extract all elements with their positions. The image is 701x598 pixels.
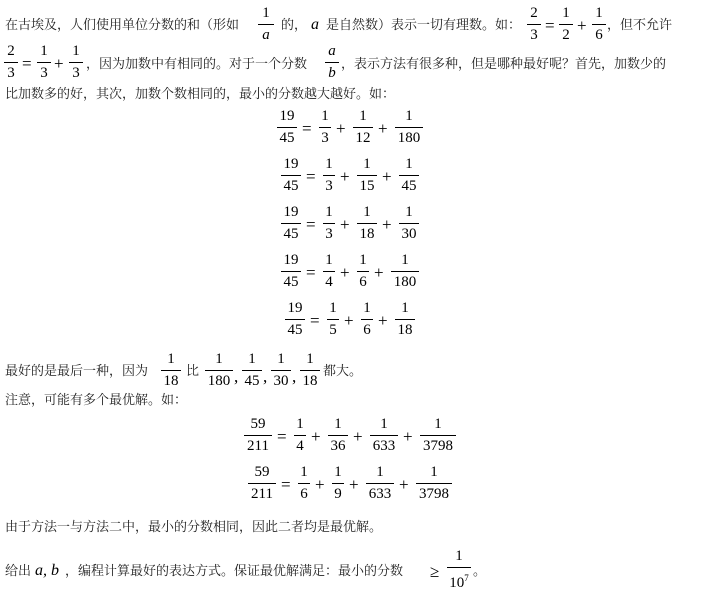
eq1-term: 1 3: [323, 205, 335, 242]
equals-sign: =: [22, 54, 32, 73]
equals-sign: =: [281, 475, 291, 494]
task-text-end: 。: [473, 564, 487, 579]
plus-sign: +: [378, 311, 388, 330]
plus-sign: +: [344, 311, 354, 330]
intro-line1-part3: 是自然数）表示一切有理数。如：: [326, 18, 522, 33]
eq1-term: 1 180: [391, 253, 419, 290]
eq1-term: 1 3: [323, 157, 335, 194]
bound-denominator-exponent: 7: [464, 573, 469, 583]
eq2-term: 1 36: [328, 417, 348, 454]
task-vars: a, b: [35, 562, 59, 579]
plus-sign: +: [382, 215, 392, 234]
eq1-term: 1 5: [327, 301, 339, 338]
compared-fraction: 1 30: [271, 352, 291, 389]
best-fraction: 1 18: [161, 352, 181, 389]
equals-sign: =: [277, 427, 287, 446]
plus-sign: +: [340, 263, 350, 282]
example-term-1: 1 2: [559, 6, 573, 43]
eq1-term: 1 180: [395, 109, 423, 146]
equals-sign: =: [306, 167, 316, 186]
eq1-term: 1 6: [361, 301, 373, 338]
bad-example-term-2: 1 3: [69, 44, 83, 81]
best-text-part2: 比: [186, 364, 200, 379]
intro-line1-part1: 在古埃及，人们使用单位分数的和（形如: [5, 18, 240, 33]
plus-sign: +: [340, 215, 350, 234]
eq1-term: 1 18: [357, 205, 377, 242]
eq1-lhs: 19 45: [285, 301, 305, 338]
plus-sign: +: [353, 427, 363, 446]
plus-sign: +: [378, 119, 388, 138]
eq1-term: 1 15: [357, 157, 377, 194]
eq1-lhs: 19 45: [281, 205, 301, 242]
plus-sign: +: [340, 167, 350, 186]
eq2-term: 1 633: [366, 465, 394, 502]
plus-sign: +: [399, 475, 409, 494]
intro-line1-part4: ，但不允许: [607, 18, 673, 33]
eq2-lhs: 59 211: [248, 465, 276, 502]
eq2-term: 1 3798: [416, 465, 452, 502]
eq2-term: 1 6: [298, 465, 310, 502]
eq1-term: 1 45: [399, 157, 419, 194]
plus-sign: +: [403, 427, 413, 446]
intro-line1-part2: 的，: [281, 18, 308, 33]
compared-fraction: 1 180: [205, 352, 233, 389]
example-lhs: 2 3: [527, 6, 541, 43]
reason-text: 由于方法一与方法二中，最小的分数相同，因此二者均是最优解。: [5, 520, 383, 535]
fraction-a-over-b: a b: [325, 44, 339, 81]
best-text-part1: 最好的是最后一种，因为: [5, 364, 149, 379]
plus-sign: +: [315, 475, 325, 494]
eq2-term: 1 4: [294, 417, 306, 454]
comma: ,: [234, 367, 239, 386]
equals-sign: =: [310, 311, 320, 330]
eq2-term: 1 9: [332, 465, 344, 502]
compared-fraction: 1 45: [242, 352, 262, 389]
eq1-lhs: 19 45: [281, 157, 301, 194]
eq2-lhs: 59 211: [244, 417, 272, 454]
plus-sign: +: [349, 475, 359, 494]
equals-sign: =: [306, 215, 316, 234]
intro-line2-part1: ，因为加数中有相同的。对于一个分数: [86, 57, 308, 72]
bound-fraction: 1 $10^7$: [447, 549, 471, 591]
eq1-term: 1 3: [319, 109, 331, 146]
plus-sign: +: [311, 427, 321, 446]
example-term-2: 1 6: [592, 6, 606, 43]
bad-example-term-1: 1 3: [37, 44, 51, 81]
eq2-term: 1 3798: [420, 417, 456, 454]
task-text-part2: ，编程计算最好的表达方式。保证最优解满足：最小的分数: [65, 564, 404, 579]
eq1-term: 1 4: [323, 253, 335, 290]
intro-line3: 比加数多的好，其次，加数个数相同的，最小的分数越大越好。如：: [5, 87, 396, 102]
comma: ,: [292, 367, 297, 386]
comma: ,: [263, 367, 268, 386]
best-text-part3: 都大。: [323, 364, 363, 379]
plus-sign: +: [54, 54, 64, 73]
plus-sign: +: [382, 167, 392, 186]
eq1-term: 1 30: [399, 205, 419, 242]
eq2-term: 1 633: [370, 417, 398, 454]
bad-example-lhs: 2 3: [4, 44, 18, 81]
task-text-part1: 给出: [5, 564, 32, 579]
eq1-lhs: 19 45: [281, 253, 301, 290]
intro-line2-part2: ，表示方法有很多种，但是哪种最好呢？首先，加数少的: [341, 57, 667, 72]
eq1-term: 1 6: [357, 253, 369, 290]
equals-sign: =: [306, 263, 316, 282]
plus-sign: +: [374, 263, 384, 282]
note-text: 注意，可能有多个最优解。如：: [5, 393, 188, 408]
eq1-lhs: 19 45: [277, 109, 297, 146]
equals-sign: =: [545, 16, 555, 35]
eq1-term: 1 12: [353, 109, 373, 146]
bound-denominator-base: 10: [449, 575, 465, 591]
plus-sign: +: [336, 119, 346, 138]
eq1-term: 1 18: [395, 301, 415, 338]
var-a: a: [311, 16, 319, 33]
fraction-1-over-a: 1 a: [258, 6, 274, 43]
equals-sign: =: [302, 119, 312, 138]
compared-fraction: 1 18: [300, 352, 320, 389]
geq-sign: ≥: [430, 562, 440, 581]
plus-sign: +: [577, 16, 587, 35]
